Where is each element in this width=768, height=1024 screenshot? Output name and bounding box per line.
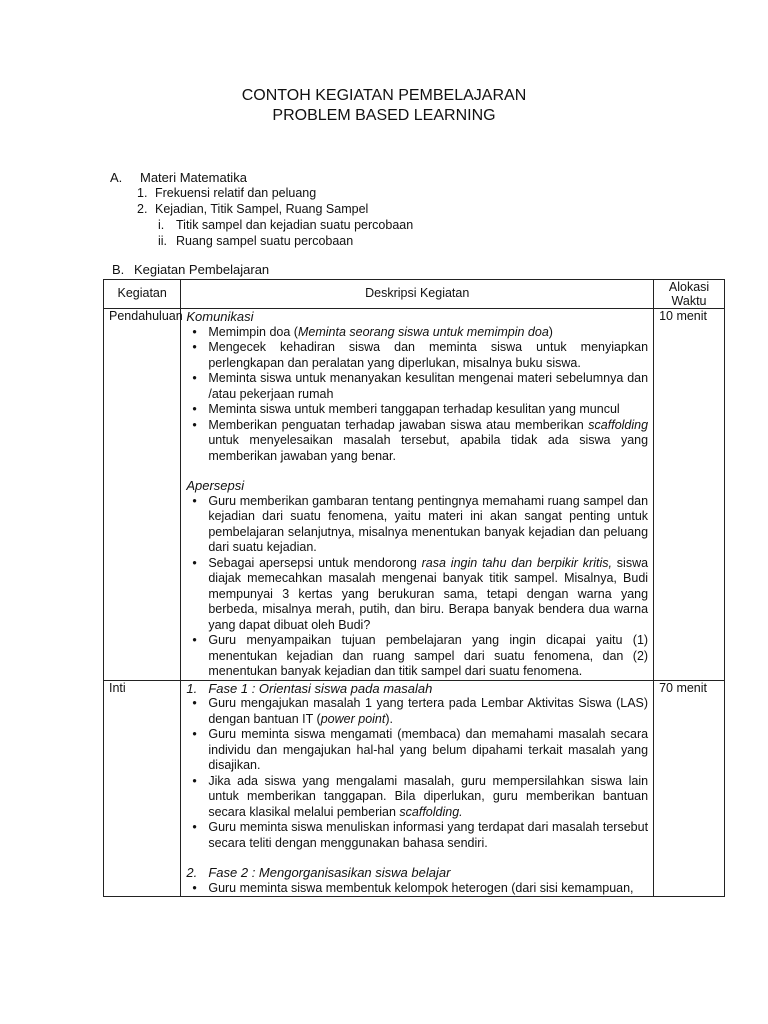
list-number: ii. bbox=[158, 233, 168, 248]
apersepsi-heading: Apersepsi bbox=[186, 478, 245, 493]
fase-title: Fase 1 : Orientasi siswa pada masalah bbox=[208, 680, 433, 696]
fase-1-heading bbox=[186, 681, 648, 697]
fase-number: 1. bbox=[186, 680, 198, 696]
list-text: Frekuensi relatif dan peluang bbox=[155, 186, 317, 200]
italic-text: scaffolding. bbox=[399, 804, 463, 819]
text: Memimpin doa ( bbox=[208, 324, 298, 339]
list-number: 2. bbox=[137, 201, 148, 216]
document-title-line-2: PROBLEM BASED LEARNING bbox=[272, 107, 496, 124]
header-deskripsi: Deskripsi Kegiatan bbox=[181, 280, 654, 309]
list-item: • Guru meminta siswa membentuk kelompok heterogen (dari sisi kemampuan, bbox=[186, 881, 648, 896]
cell-deskripsi-pendahuluan bbox=[181, 309, 654, 681]
list-item: • Meminta siswa untuk memberi tanggapan terhadap kesulitan yang muncul bbox=[186, 402, 648, 418]
materi-list bbox=[137, 186, 368, 217]
list-item: • Mengecek kehadiran siswa dan meminta siswa untuk menyiapkan perlengkapan dan peralatan yang diperlukan, misalnya buku siswa. bbox=[186, 340, 648, 371]
list-number: i. bbox=[158, 218, 165, 232]
spacer bbox=[186, 851, 648, 865]
text: ) bbox=[548, 324, 553, 339]
list-item bbox=[137, 202, 368, 218]
text: Memberikan penguatan terhadap jawaban siswa atau memberikan bbox=[208, 417, 589, 432]
italic-text: rasa ingin tahu dan berpikir kritis, bbox=[421, 555, 612, 570]
cell-kegiatan-inti: Inti bbox=[104, 680, 181, 896]
materi-sublist bbox=[158, 218, 413, 249]
list-item bbox=[158, 234, 413, 250]
fase-1-list bbox=[186, 696, 648, 851]
komunikasi-list bbox=[186, 325, 648, 465]
cell-waktu-inti: 70 menit bbox=[654, 680, 725, 896]
cell-waktu-pendahuluan: 10 menit bbox=[654, 309, 725, 681]
header-kegiatan: Kegiatan bbox=[104, 280, 181, 309]
list-item bbox=[158, 218, 413, 234]
list-item: • Guru memberikan gambaran tentang pentingnya memahami ruang sampel dan kejadian dari suatu fenomena, yaitu materi ini akan sangat penting untuk pembelajaran selanjutnya, misalnya menentukan banyak kejadian dan peluang dari suatu kejadian. bbox=[186, 494, 648, 556]
header-alokasi: Alokasi Waktu bbox=[654, 280, 725, 309]
section-b-heading bbox=[112, 262, 269, 278]
spacer bbox=[186, 464, 648, 478]
list-item bbox=[186, 696, 648, 727]
list-item bbox=[186, 774, 648, 821]
kegiatan-table bbox=[103, 279, 725, 897]
section-a-title: Materi Matematika bbox=[140, 170, 247, 185]
text: untuk menyelesaikan masalah tersebut, apabila tidak ada siswa yang memberikan jawaban yang benar. bbox=[208, 433, 649, 463]
list-item bbox=[186, 556, 648, 634]
table-row-inti bbox=[104, 680, 725, 896]
komunikasi-heading: Komunikasi bbox=[186, 309, 254, 324]
list-text: Titik sampel dan kejadian suatu percobaan bbox=[176, 218, 414, 232]
list-item bbox=[186, 418, 648, 465]
section-a-heading bbox=[110, 170, 247, 186]
list-text: Ruang sampel suatu percobaan bbox=[176, 233, 354, 248]
list-item: • Guru menyampaikan tujuan pembelajaran yang ingin dicapai yaitu (1) menentukan kejadian dan ruang sampel dari suatu fenomena, dan (2) menentukan banyak kejadian dan titik sampel dari suatu fenomena. bbox=[186, 633, 648, 680]
document-title-line-1: CONTOH KEGIATAN PEMBELAJARAN bbox=[241, 87, 527, 104]
list-item: • Meminta siswa untuk menanyakan kesulitan mengenai materi sebelumnya dan /atau pekerjaan rumah bbox=[186, 371, 648, 402]
list-number: 1. bbox=[137, 186, 148, 200]
text: siswa diajak memecahkan masalah mengenai banyak titik sampel. Misalnya, Budi mempunyai 3 kertas yang berukuran sama, tetapi dengan warna yang berbeda, misalnya merah, putih, dan biru. Berapa banyak bendera dua warna yang dapat dibuat oleh Budi? bbox=[208, 555, 649, 632]
section-a-label: A. bbox=[110, 170, 123, 185]
list-item bbox=[137, 186, 368, 202]
cell-deskripsi-inti bbox=[181, 680, 654, 896]
cell-kegiatan-pendahuluan: Pendahuluan bbox=[104, 309, 181, 681]
section-b-label: B. bbox=[112, 262, 125, 277]
text: Jika ada siswa yang mengalami masalah, guru mempersilahkan siswa lain untuk memberikan tanggapan. Bila diperlukan, guru memberikan bantuan secara klasikal melalui pemberian bbox=[208, 773, 649, 819]
table-row-pendahuluan bbox=[104, 309, 725, 681]
list-text: Kejadian, Titik Sampel, Ruang Sampel bbox=[155, 201, 369, 216]
italic-text: Meminta seorang siswa untuk memimpin doa bbox=[297, 324, 549, 339]
italic-text: scaffolding bbox=[588, 417, 649, 432]
table-header-row bbox=[104, 280, 725, 309]
list-item: • Guru meminta siswa menuliskan informasi yang terdapat dari masalah tersebut secara teliti dengan menggunakan bahasa sendiri. bbox=[186, 820, 648, 851]
italic-text: power point bbox=[320, 711, 386, 726]
fase-number: 2. bbox=[186, 865, 198, 880]
list-item bbox=[186, 325, 648, 341]
text: ). bbox=[385, 711, 393, 726]
list-item: • Guru meminta siswa mengamati (membaca) dan memahami masalah secara individu dan mengajukan hal-hal yang belum dipahami terkait masalah yang disajikan. bbox=[186, 727, 648, 774]
fase-2-heading bbox=[186, 865, 648, 881]
text: Guru mengajukan masalah 1 yang tertera pada Lembar Aktivitas Siswa (LAS) dengan bantuan IT ( bbox=[208, 696, 649, 726]
fase-title: Fase 2 : Mengorganisasikan siswa belajar bbox=[208, 865, 451, 880]
text: Sebagai apersepsi untuk mendorong bbox=[208, 555, 422, 570]
section-b-title: Kegiatan Pembelajaran bbox=[134, 262, 270, 277]
apersepsi-list bbox=[186, 494, 648, 680]
fase-2-list bbox=[186, 881, 648, 896]
